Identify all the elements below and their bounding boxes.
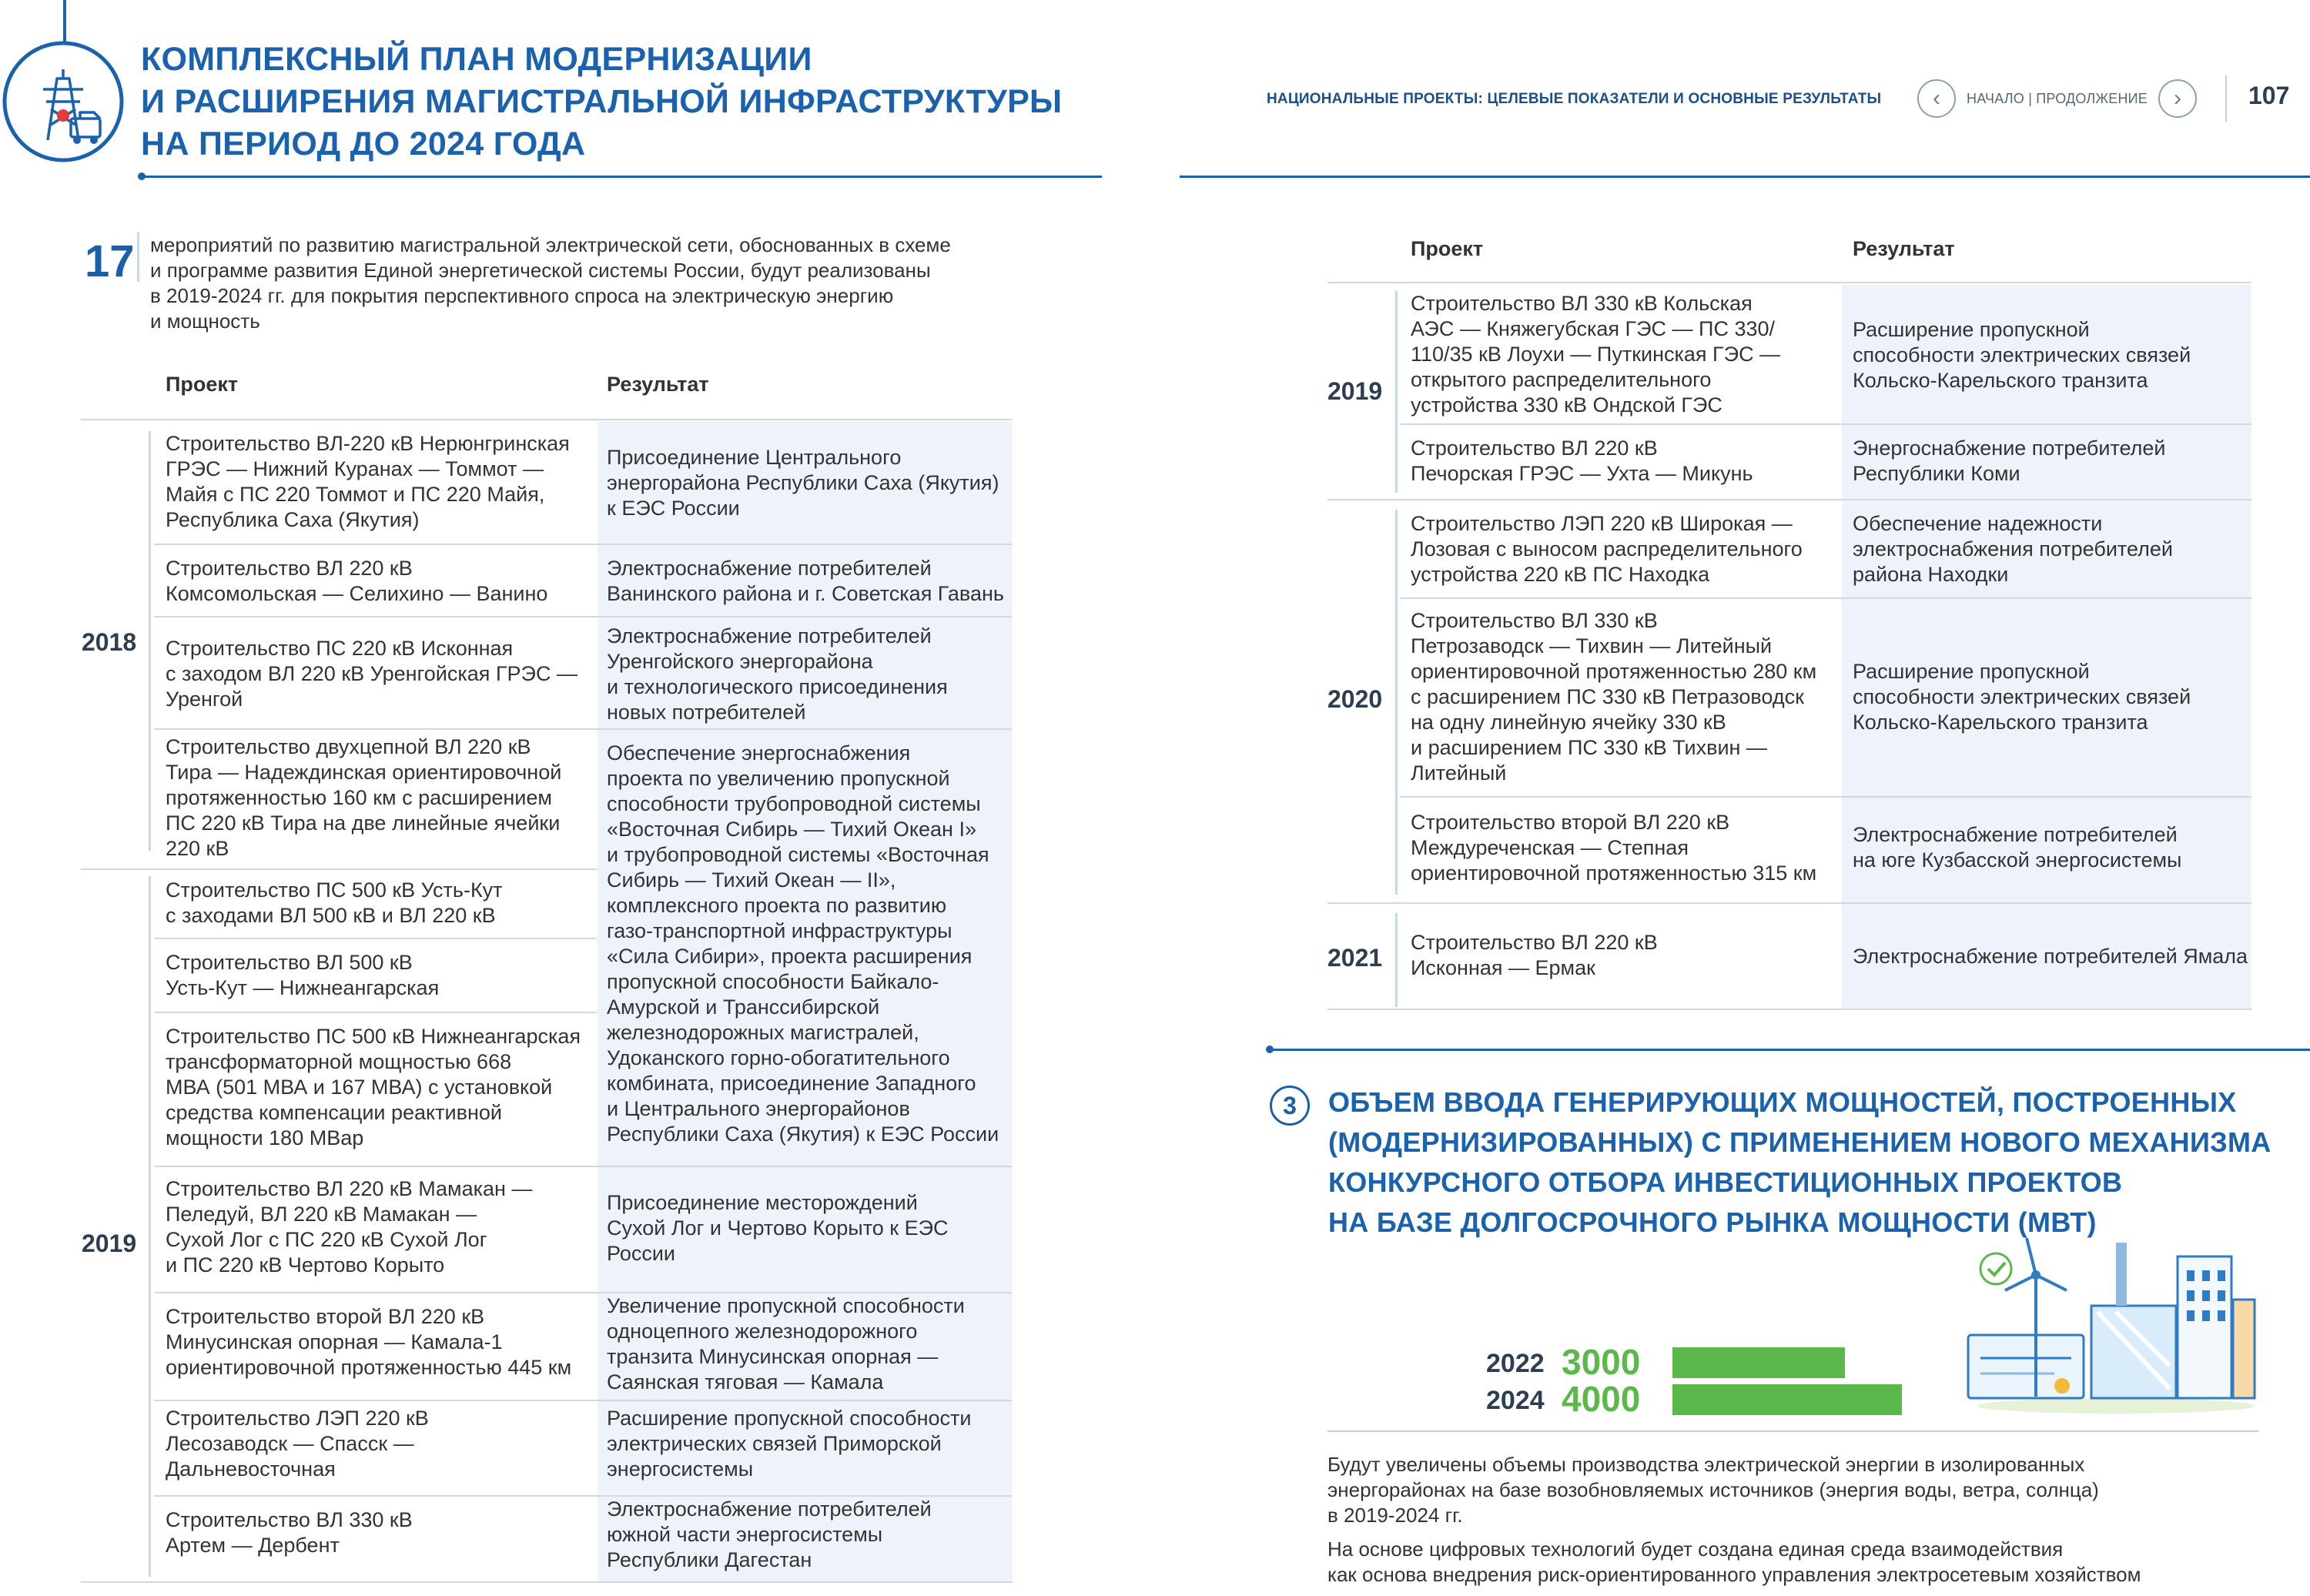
cell-line: Республики Коми — [1853, 462, 2020, 485]
title-line: И РАСШИРЕНИЯ МАГИСТРАЛЬНОЙ ИНФРАСТРУКТУРЫ — [141, 83, 1063, 120]
cell-line: Кольско-Карельского транзита — [1853, 711, 2148, 734]
year-bar — [149, 876, 151, 1577]
intro-line: мероприятий по развитию магистральной электрической сети, обоснованных в схеме — [150, 233, 951, 256]
cell-line: Строительство ПС 500 кВ Усть-Кут — [166, 878, 503, 902]
cell-line: Республики Дагестан — [607, 1548, 812, 1571]
row-divider — [81, 868, 597, 870]
year-label: 2018 — [82, 628, 137, 656]
table-row-result — [607, 445, 1007, 521]
cell-line: Электроснабжение потребителей — [1853, 823, 2178, 846]
cell-line: на юге Кузбасской энергосистемы — [1853, 848, 2182, 872]
cell-line: Исконная — Ермак — [1411, 956, 1595, 979]
section-number: 3 — [1270, 1086, 1310, 1126]
cell-line: Петрозаводск — Тихвин — Литейный — [1411, 634, 1773, 657]
row-divider — [1327, 499, 2251, 500]
cell-line: и трубопроводной системы «Восточная — [607, 843, 989, 866]
section-title-line: НА БАЗЕ ДОЛГОСРОЧНОГО РЫНКА МОЩНОСТИ (МВТ) — [1328, 1206, 2097, 1238]
cell-line: Расширение пропускной — [1853, 318, 2090, 341]
section-bottom-rule — [1327, 1430, 2259, 1432]
cell-line: Сибирь — Тихий Океан — II», — [607, 868, 896, 892]
intro-text — [150, 233, 1013, 334]
row-divider — [1327, 902, 2251, 904]
table-row-project — [166, 1176, 597, 1278]
cell-line: с расширением ПС 330 кВ Петразоводск — [1411, 685, 1804, 708]
cell-line: комплексного проекта по развитию — [607, 894, 947, 917]
cell-line: Присоединение Центрального — [607, 446, 902, 469]
row-divider — [1400, 597, 2251, 599]
col-header-result: Результат — [607, 373, 709, 396]
table-row-project — [166, 1304, 597, 1380]
year-bar — [149, 431, 151, 851]
kpi-value: 4000 — [1562, 1379, 1641, 1419]
chevron-left-icon: ‹ — [1933, 85, 1940, 111]
row-divider — [154, 616, 1012, 617]
cell-line: Ванинского района и г. Советская Гавань — [607, 582, 1004, 605]
running-title: НАЦИОНАЛЬНЫЕ ПРОЕКТЫ: ЦЕЛЕВЫЕ ПОКАЗАТЕЛИ И ОСНОВНЫЕ РЕЗУЛЬТАТЫ — [1267, 91, 1882, 107]
section-rule — [1269, 1049, 2310, 1051]
body-paragraph — [1327, 1537, 2282, 1588]
cell-line: Саянская тяговая — Камала — [607, 1370, 884, 1394]
cell-line: Электроснабжение потребителей — [607, 557, 932, 580]
row-divider — [154, 1012, 597, 1013]
kpi-year: 2022 — [1486, 1349, 1545, 1378]
table-row-result — [607, 1406, 1007, 1482]
table-row-project — [166, 1406, 597, 1482]
table-row-project — [166, 734, 597, 862]
cell-line: способности электрических связей — [1853, 343, 2191, 366]
cell-line: Амурской и Транссибирской — [607, 995, 880, 1019]
cell-line: Сухой Лог и Чертово Корыто к ЕЭС — [607, 1216, 949, 1240]
cell-line: новых потребителей — [607, 701, 806, 724]
cell-line: Удоканского горно-обогатительного — [607, 1046, 950, 1069]
year-label: 2019 — [82, 1230, 137, 1257]
cell-line: Строительство ВЛ 220 кВ — [1411, 437, 1658, 460]
table-row-project — [166, 1507, 597, 1558]
cell-line: на одну линейную ячейку 330 кВ — [1411, 711, 1726, 734]
cell-line: ориентировочной протяженностью 315 км — [1411, 862, 1817, 885]
table-row-result — [1853, 822, 2253, 873]
cell-line: проекта по увеличению пропускной — [607, 767, 950, 790]
cell-line: Уренгойского энергорайона — [607, 650, 873, 673]
year-label: 2020 — [1327, 685, 1383, 713]
cell-line: Кольско-Карельского транзита — [1853, 369, 2148, 392]
cell-line: ориентировочной протяженностью 280 км — [1411, 660, 1817, 683]
cell-line: железнодорожных магистралей, — [607, 1021, 919, 1044]
power-tower-truck-icon — [0, 38, 126, 165]
cell-line: и технологического присоединения — [607, 675, 948, 698]
cell-line: Строительство ПС 500 кВ Нижнеангарская — [166, 1025, 581, 1048]
cell-line: пропускной способности Байкало- — [607, 970, 939, 993]
para-line: Будут увеличены объемы производства электрической энергии в изолированных — [1327, 1453, 2085, 1476]
header-divider — [2225, 75, 2227, 122]
title-line: НА ПЕРИОД ДО 2024 ГОДА — [141, 125, 586, 162]
cell-line: Электроснабжение потребителей — [607, 624, 932, 647]
table-row-result — [1853, 436, 2253, 487]
year-label: 2019 — [1327, 377, 1383, 405]
chevron-right-icon: › — [2174, 85, 2182, 111]
cell-line: Строительство ВЛ 220 кВ Мамакан — — [166, 1177, 533, 1200]
table-row-project — [166, 878, 597, 928]
cell-line: Обеспечение энергоснабжения — [607, 741, 911, 765]
page-title — [141, 38, 1096, 166]
power-plant-illustration-icon — [1962, 1235, 2258, 1417]
cell-line: устройства 220 кВ ПС Находка — [1411, 563, 1710, 586]
table-row-project — [166, 556, 597, 607]
intro-line: и программе развития Единой энергетической системы России, будут реализованы — [150, 259, 931, 282]
cell-line: Энергоснабжение потребителей — [1853, 437, 2166, 460]
para-line: На основе цифровых технологий будет создана единая среда взаимодействия — [1327, 1537, 2064, 1561]
table-row-project — [1411, 511, 1842, 587]
cell-line: Увеличение пропускной способности — [607, 1294, 965, 1317]
row-divider — [154, 938, 597, 939]
table-bottom-rule — [81, 1581, 1013, 1583]
cell-line: Электроснабжение потребителей Ямала — [1853, 945, 2248, 968]
cell-line: одноцепного железнодорожного — [607, 1320, 918, 1343]
cell-line: Электроснабжение потребителей — [607, 1497, 932, 1521]
cell-line: устройства 330 кВ Ондской ГЭС — [1411, 393, 1722, 417]
year-bar — [1395, 291, 1398, 493]
table-bottom-rule — [1327, 1009, 2251, 1010]
table-row-result — [1853, 317, 2253, 393]
cell-line: 220 кВ — [166, 837, 229, 860]
row-divider — [1400, 796, 2251, 798]
cell-line: Артем — Дербент — [166, 1534, 340, 1557]
cell-line: и ПС 220 кВ Чертово Корыто — [166, 1253, 445, 1276]
cell-line: Обеспечение надежности — [1853, 512, 2103, 535]
cell-line: Строительство ПС 220 кВ Исконная — [166, 637, 514, 660]
result-column-bg — [1842, 285, 2251, 1010]
cell-line: ГРЭС — Нижний Куранах — Томмот — — [166, 457, 544, 480]
kpi-year: 2024 — [1486, 1386, 1545, 1415]
table-divider — [81, 419, 1013, 420]
col-header-project: Проект — [1411, 237, 1484, 260]
year-bar — [1395, 510, 1398, 895]
cell-line: и расширением ПС 330 кВ Тихвин — — [1411, 736, 1767, 759]
cell-line: и Центрального энергорайонов — [607, 1097, 910, 1120]
table-row-project — [1411, 608, 1842, 786]
cell-line: Минусинская опорная — Камала-1 — [166, 1330, 503, 1353]
cell-line: ПС 220 кВ Тира на две линейные ячейки — [166, 811, 561, 835]
cell-line: Лозовая с выносом распределительного — [1411, 537, 1803, 560]
col-header-result: Результат — [1853, 237, 1955, 260]
row-divider — [154, 1166, 1012, 1167]
table-row-project — [1411, 291, 1842, 418]
cell-line: «Сила Сибири», проекта расширения — [607, 945, 973, 968]
cell-line: мощности 180 МВар — [166, 1126, 364, 1149]
year-bar — [1395, 913, 1398, 1007]
cell-line: комбината, присоединение Западного — [607, 1072, 976, 1095]
cell-line: России — [607, 1242, 676, 1265]
cell-line: Уренгой — [166, 688, 243, 711]
cell-line: Пеледуй, ВЛ 220 кВ Мамакан — — [166, 1203, 477, 1226]
cell-line: Дальневосточная — [166, 1457, 336, 1481]
cell-line: АЭС — Княжегубская ГЭС — ПС 330/ — [1411, 317, 1776, 340]
cell-line: трансформаторной мощностью 668 — [166, 1050, 512, 1073]
cell-line: Присоединение месторождений — [607, 1191, 918, 1214]
table-row-project — [1411, 436, 1842, 487]
cell-line: энергорайона Республики Саха (Якутия) — [607, 471, 999, 494]
cell-line: Строительство ЛЭП 220 кВ Широкая — — [1411, 512, 1793, 535]
cell-line: способности трубопроводной системы — [607, 792, 981, 815]
cell-line: способности электрических связей — [1853, 685, 2191, 708]
cell-line: Тира — Надеждинская ориентировочной — [166, 761, 562, 784]
cell-line: Усть-Кут — Нижнеангарская — [166, 976, 440, 999]
cell-line: ориентировочной протяженностью 445 км — [166, 1356, 572, 1379]
col-header-project: Проект — [166, 373, 239, 396]
cell-line: Междуреченская — Степная — [1411, 836, 1689, 859]
section-title — [1328, 1082, 2298, 1243]
intro-count: 17 — [85, 236, 135, 286]
table-row-project — [1411, 930, 1842, 981]
table-row-result — [607, 1497, 1007, 1573]
cell-line: Строительство второй ВЛ 220 кВ — [1411, 811, 1730, 834]
cell-line: района Находки — [1853, 563, 2009, 586]
cell-line: «Восточная Сибирь — Тихий Океан I» — [607, 818, 976, 841]
table-row-result — [607, 1190, 1007, 1266]
cell-line: Комсомольская — Селихино — Ванино — [166, 582, 548, 605]
nav-label[interactable]: НАЧАЛО | ПРОДОЛЖЕНИЕ — [1967, 90, 2148, 106]
cell-line: Литейный — [1411, 761, 1507, 785]
intro-line: и мощность — [150, 309, 260, 333]
row-divider — [154, 728, 1012, 730]
cell-line: с заходом ВЛ 220 кВ Уренгойская ГРЭС — — [166, 662, 578, 685]
table-row-result — [607, 556, 1007, 607]
cell-line: Строительство ВЛ 220 кВ — [166, 557, 413, 580]
cell-line: к ЕЭС России — [607, 497, 740, 520]
table-row-result — [607, 1293, 1007, 1395]
body-paragraph — [1327, 1452, 2267, 1528]
para-line: в 2019-2024 гг. — [1327, 1504, 1463, 1527]
cell-line: Майя с ПС 220 Томмот и ПС 220 Майя, — [166, 483, 545, 506]
para-line: энергорайонах на базе возобновляемых источников (энергия воды, ветра, солнца) — [1327, 1478, 2099, 1501]
section-title-line: (МОДЕРНИЗИРОВАННЫХ) С ПРИМЕНЕНИЕМ НОВОГО МЕХАНИЗМА — [1328, 1126, 2272, 1158]
cell-line: Республика Саха (Якутия) — [166, 508, 420, 531]
cell-line: электрических связей Приморской — [607, 1432, 942, 1455]
cell-line: с заходами ВЛ 500 кВ и ВЛ 220 кВ — [166, 904, 496, 927]
kpi-value: 3000 — [1562, 1342, 1641, 1382]
cell-line: Строительство ВЛ-220 кВ Нерюнгринская — [166, 432, 570, 455]
cell-line: 110/35 кВ Лоухи — Путкинская ГЭС — — [1411, 343, 1781, 366]
header-rule-left — [141, 176, 1102, 178]
cell-line: Строительство второй ВЛ 220 кВ — [166, 1305, 485, 1328]
cell-line: Строительство ВЛ 500 кВ — [166, 951, 413, 974]
cell-line: Строительство ЛЭП 220 кВ — [166, 1407, 429, 1430]
table-row-result — [1853, 659, 2253, 735]
cell-line: Лесозаводск — Спасск — — [166, 1432, 414, 1455]
title-line: КОМПЛЕКСНЫЙ ПЛАН МОДЕРНИЗАЦИИ — [141, 41, 812, 78]
cell-line: Строительство ВЛ 220 кВ — [1411, 931, 1658, 954]
cell-line: протяженностью 160 км с расширением — [166, 786, 552, 809]
para-line: как основа внедрения риск-ориентированного управления электросетевым хозяйством — [1327, 1563, 2141, 1586]
cell-line: Сухой Лог с ПС 220 кВ Сухой Лог — [166, 1228, 487, 1251]
table-row-project — [166, 950, 597, 1001]
cell-line: Строительство ВЛ 330 кВ — [1411, 609, 1658, 632]
cell-line: электроснабжения потребителей — [1853, 537, 2173, 560]
kpi-bar — [1672, 1384, 1902, 1415]
next-page-button[interactable] — [2158, 79, 2197, 118]
cell-line: средства компенсации реактивной — [166, 1101, 502, 1124]
cell-line: Строительство ВЛ 330 кВ Кольская — [1411, 292, 1753, 315]
cell-line: Расширение пропускной — [1853, 660, 2090, 683]
table-divider — [1327, 282, 2251, 283]
cell-line: транзита Минусинская опорная — — [607, 1345, 939, 1368]
cell-line: Печорская ГРЭС — Ухта — Микунь — [1411, 462, 1753, 485]
row-divider — [154, 544, 1012, 545]
table-row-project — [166, 636, 597, 712]
table-row-result — [607, 624, 1007, 725]
row-divider — [154, 1400, 1012, 1401]
cell-line: открытого распределительного — [1411, 368, 1712, 391]
section-title-line: ОБЪЕМ ВВОДА ГЕНЕРИРУЮЩИХ МОЩНОСТЕЙ, ПОСТРОЕННЫХ — [1328, 1086, 2237, 1118]
page-number: 107 — [2248, 82, 2290, 109]
row-divider — [1400, 423, 2251, 425]
cell-line: Республики Саха (Якутия) к ЕЭС России — [607, 1123, 999, 1146]
table-row-result — [607, 741, 1007, 1147]
prev-page-button[interactable] — [1917, 79, 1956, 118]
cell-line: южной части энергосистемы — [607, 1523, 883, 1546]
cell-line: газо-транспортной инфраструктуры — [607, 919, 952, 942]
kpi-bar — [1672, 1347, 1845, 1378]
intro-line: в 2019-2024 гг. для покрытия перспективного спроса на электрическую энергию — [150, 284, 894, 307]
table-row-project — [1411, 810, 1842, 886]
year-label: 2021 — [1327, 944, 1383, 972]
cell-line: МВА (501 МВА и 167 МВА) с установкой — [166, 1076, 553, 1099]
cell-line: Строительство двухцепной ВЛ 220 кВ — [166, 735, 531, 758]
table-row-result — [1853, 511, 2253, 587]
header-rule-right — [1180, 176, 2310, 178]
cell-line: Строительство ВЛ 330 кВ — [166, 1508, 413, 1531]
table-row-result — [1853, 944, 2253, 969]
cell-line: энергосистемы — [607, 1457, 754, 1481]
page-navigation — [1917, 77, 2197, 120]
intro-bar — [137, 233, 139, 282]
table-row-project — [166, 1024, 597, 1151]
table-row-project — [166, 431, 597, 533]
cell-line: Расширение пропускной способности — [607, 1407, 972, 1430]
section-title-line: КОНКУРСНОГО ОТБОРА ИНВЕСТИЦИОННЫХ ПРОЕКТОВ — [1328, 1166, 2123, 1198]
